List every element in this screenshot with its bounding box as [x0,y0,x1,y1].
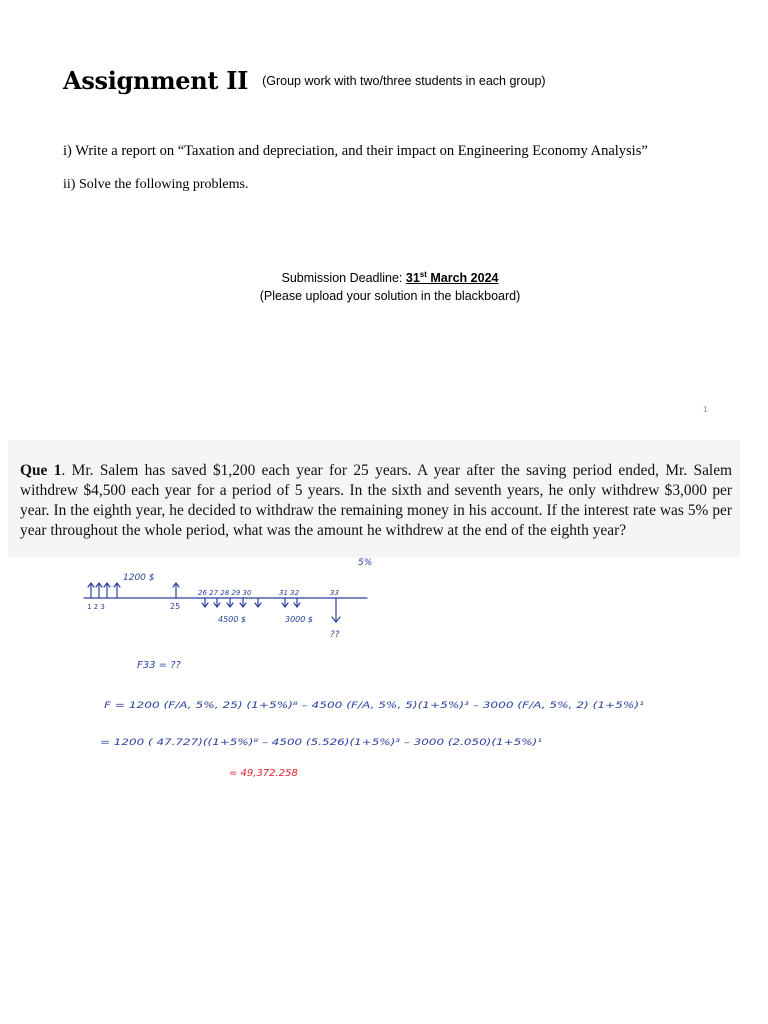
goal-line: F33 = ?? [137,660,181,671]
up-arrow-icon [114,583,120,598]
down-arrow-icon [214,598,220,607]
down-arrow-icon [227,598,233,607]
axis-25-label: 25 [170,602,181,611]
withdraw-4500: 4500 $ [218,615,246,624]
equation-1: F = 1200 (F/A, 5%, 25) (1+5%)⁸ – 4500 (F/A, 5%, 5)(1+5%)³ – 3000 (F/A, 5%, 2) (1+5%)¹ [104,701,644,711]
down-arrow-icon [294,598,300,607]
final-answer: = 49,372.258 [229,768,298,779]
up-arrow-icon [88,583,94,598]
unknown-amount: ?? [330,630,340,640]
down-arrow-icon [255,598,261,607]
assignment-subtitle: (Group work with two/three students in each group) [262,74,546,88]
task-problems: ii) Solve the following problems. [63,177,249,192]
down-arrow-icon [202,598,208,607]
down-arrow-icon [240,598,246,607]
years-31-32: 31 32 [279,589,300,597]
deadline-note: (Please upload your solution in the blackboard) [259,289,521,304]
task-report: i) Write a report on “Taxation and depreciation, and their impact on Engineering Economy Analysis” [63,143,648,159]
down-arrow-icon [332,598,340,622]
deposit-note: 1200 $ [123,573,155,583]
years-26-30: 26 27 28 29 30 [198,589,252,597]
equation-2: = 1200 ( 47.727)((1+5%)⁸ – 4500 (5.526)(1+5%)³ – 3000 (2.050)(1+5%)¹ [100,738,542,748]
page-number: 1 [703,405,708,414]
assignment-title: Assignment II [63,66,249,95]
axis-start-labels: 1 2 3 [87,603,105,611]
question-body: . Mr. Salem has saved $1,200 each year for 25 years. A year after the saving period ended, Mr. Salem withdrew $4,500 each year for a period of 5 years. In the sixth and seventh years, he only withdrew $3,000 per year. In the eighth year, he decided to withdraw the remaining money in his account. If the interest rate was 5% per year throughout the whole period, what was the amount he withdrew at the end of the eighth year? [20,462,733,539]
down-arrow-icon [282,598,288,607]
withdraw-3000: 3000 $ [285,615,313,624]
question-label: Que 1 [20,462,62,479]
up-arrow-icon [173,583,179,598]
deadline-date: 31st March 2024 [405,270,499,286]
rate-note: 5% [358,558,373,568]
up-arrow-icon [96,583,102,598]
up-arrow-icon [104,583,110,598]
year-33: 33 [330,589,339,597]
deadline-label: Submission Deadline: [281,271,406,286]
